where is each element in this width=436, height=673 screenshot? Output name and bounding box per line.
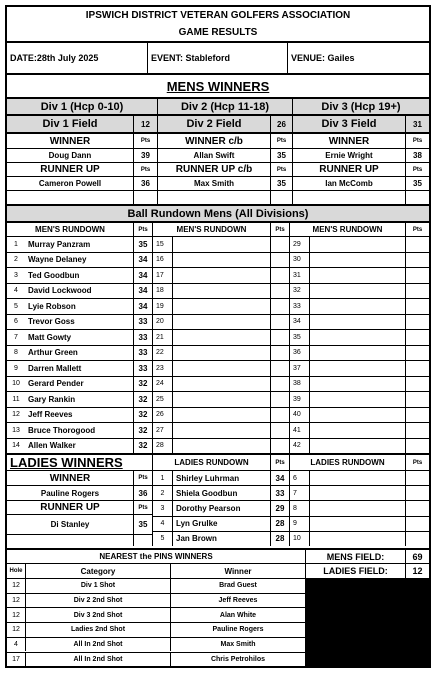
rundown-player-pts: 32 — [133, 439, 152, 454]
blank-cell — [7, 191, 133, 204]
ladies-rundown-pts: 34 — [270, 470, 289, 485]
rundown-player-pts — [405, 392, 429, 407]
rundown-position: 31 — [289, 268, 309, 283]
results-sheet — [5, 5, 431, 668]
rundown-player-name: Wayne Delaney — [28, 255, 87, 265]
rundown-player-name — [172, 361, 270, 376]
div2-runner-name: Max Smith — [157, 177, 270, 190]
div2-runner-pts-label: Pts — [270, 163, 292, 176]
rundown-player-pts — [270, 423, 289, 438]
ladies-runner-label: RUNNER UP — [7, 500, 133, 514]
div1-winner-name: Doug Dann — [48, 151, 92, 160]
div1-runner-name: Cameron Powell — [38, 179, 102, 188]
ladies-rundown-position: 7 — [289, 485, 309, 500]
ladies-rundown-position: 8 — [289, 500, 309, 515]
rundown-player-name — [309, 284, 405, 299]
rundown-position: 24 — [152, 377, 172, 392]
rundown-player-name — [172, 346, 270, 361]
rundown-player-pts — [270, 284, 289, 299]
rundown-player-pts — [405, 361, 429, 376]
pins-row — [7, 578, 305, 593]
rundown-position: 13 — [12, 426, 20, 434]
rundown-player-pts — [405, 423, 429, 438]
ladies-rundown-label: LADIES RUNDOWN — [152, 455, 270, 470]
rundown-player-name — [309, 299, 405, 314]
ladies-rundown-pts: 33 — [270, 485, 289, 500]
rundown-player-pts — [405, 346, 429, 361]
blank-cell — [133, 534, 152, 546]
ladies-winner-pts: 36 — [133, 485, 152, 500]
ladies-runner-label-row — [7, 500, 429, 514]
page-subtitle: GAME RESULTS — [178, 26, 258, 38]
ladies-runner-pts: 35 — [133, 514, 152, 534]
ladies-winner-label: WINNER — [7, 470, 133, 485]
ladies-rundown-position: 4 — [152, 516, 172, 531]
rundown-col1-pts-label: Pts — [133, 223, 152, 236]
rundown-player-pts — [270, 253, 289, 268]
rundown-row — [7, 283, 429, 299]
ladies-field-label: LADIES FIELD: — [305, 564, 405, 578]
rundown-player-pts — [270, 330, 289, 345]
rundown-player-pts: 32 — [133, 408, 152, 423]
date-field: DATE:28th July 2025 — [10, 53, 99, 63]
rundown-player-name: Jeff Reeves — [28, 410, 73, 420]
div3-winner-name: Ernie Wright — [292, 149, 405, 162]
rundown-heading: Ball Rundown Mens (All Divisions) — [127, 207, 309, 220]
rundown-player-name — [172, 392, 270, 407]
rundown-position: 39 — [289, 392, 309, 407]
rundown-player-pts: 35 — [133, 237, 152, 252]
blacked-out-block — [305, 578, 430, 667]
rundown-position: 14 — [12, 442, 20, 450]
rundown-position: 17 — [152, 268, 172, 283]
rundown-player-name: Bruce Thorogood — [28, 425, 96, 435]
rundown-player-pts — [270, 237, 289, 252]
div2-pts-label: Pts — [270, 134, 292, 148]
pins-winner: Chris Petrohilos — [170, 653, 305, 667]
rundown-player-name — [309, 237, 405, 252]
rundown-player-pts: 34 — [133, 284, 152, 299]
rundown-position: 10 — [12, 380, 20, 388]
ladies-runner-name-row — [7, 514, 429, 546]
winner-names-row — [7, 148, 429, 162]
rundown-row — [7, 422, 429, 438]
mens-winners-heading-row — [7, 73, 429, 97]
rundown-player-name: Matt Gowty — [28, 332, 72, 342]
subtitle-row — [7, 23, 429, 41]
ladies-rundown2-pts-label: Pts — [405, 455, 429, 470]
rundown-row — [7, 298, 429, 314]
div3-runner-pts-label: Pts — [405, 163, 429, 176]
pins-header-row — [7, 563, 429, 578]
info-row — [7, 41, 429, 73]
rundown-row — [7, 252, 429, 268]
rundown-player-pts — [270, 408, 289, 423]
rundown-player-pts — [405, 408, 429, 423]
rundown-player-pts: 33 — [133, 346, 152, 361]
rundown-row — [7, 345, 429, 361]
div1-title: Div 1 (Hcp 0-10) — [40, 100, 124, 113]
pins-winner: Alan White — [170, 608, 305, 622]
rundown-player-pts: 34 — [133, 253, 152, 268]
rundown-player-name — [309, 408, 405, 423]
pins-category: Ladies 2nd Shot — [25, 623, 170, 637]
rundown-player-pts — [270, 299, 289, 314]
rundown-player-pts — [270, 392, 289, 407]
rundown-position: 5 — [14, 302, 18, 310]
rundown-player-pts — [270, 377, 289, 392]
div1-runner-pts: 36 — [133, 177, 157, 190]
rundown-player-name — [309, 361, 405, 376]
rundown-player-name — [309, 330, 405, 345]
rundown-position: 30 — [289, 253, 309, 268]
pins-row — [7, 607, 305, 622]
rundown-position: 36 — [289, 346, 309, 361]
ladies-rundown-name: Dorothy Pearson — [172, 500, 270, 515]
div3-title: Div 3 (Hcp 19+) — [292, 99, 429, 114]
ladies-rundown-position: 6 — [289, 470, 309, 485]
div3-winner-pts: 38 — [405, 149, 429, 162]
rundown-player-name — [172, 299, 270, 314]
ladies-winner-label-row — [7, 470, 429, 485]
rundown-position: 20 — [152, 315, 172, 330]
rundown-col1-label: MEN'S RUNDOWN — [35, 225, 105, 234]
runner-label-row — [7, 162, 429, 176]
pins-heading-row — [7, 548, 429, 563]
ladies-rundown-position: 10 — [289, 531, 309, 546]
rundown-player-name — [309, 268, 405, 283]
pins-winner: Max Smith — [170, 638, 305, 652]
rundown-row — [7, 391, 429, 407]
rundown-position: 9 — [14, 364, 18, 372]
div3-pts-label: Pts — [405, 134, 429, 148]
rundown-player-name — [172, 237, 270, 252]
rundown-player-name — [172, 377, 270, 392]
rundown-player-name: Murray Panzram — [28, 239, 91, 249]
mens-winners-blank-row — [7, 190, 429, 204]
rundown-player-name — [309, 315, 405, 330]
rundown-player-pts — [405, 377, 429, 392]
rundown-position: 7 — [14, 333, 18, 341]
rundown-position: 16 — [152, 253, 172, 268]
ladies-rundown-name: Lyn Grulke — [172, 516, 270, 531]
rundown-row — [7, 267, 429, 283]
pins-winner-label: Winner — [170, 564, 305, 578]
rundown-position: 25 — [152, 392, 172, 407]
ladies-rundown-pts-label: Pts — [270, 455, 289, 470]
div2-runner-pts: 35 — [270, 177, 292, 190]
div2-runner-label: RUNNER UP c/b — [157, 163, 270, 176]
rundown-position: 23 — [152, 361, 172, 376]
rundown-position: 28 — [152, 439, 172, 454]
pins-hole: 12 — [12, 611, 20, 619]
rundown-position: 37 — [289, 361, 309, 376]
div3-winner-label: WINNER — [292, 134, 405, 148]
rundown-player-name — [172, 439, 270, 454]
rundown-position: 27 — [152, 423, 172, 438]
rundown-row — [7, 407, 429, 423]
pins-hole: 12 — [12, 582, 20, 590]
rundown-player-pts — [405, 439, 429, 454]
rundown-player-name: Arthur Green — [28, 348, 78, 358]
rundown-player-pts — [270, 315, 289, 330]
mens-field-count: 69 — [405, 550, 429, 563]
rundown-position: 38 — [289, 377, 309, 392]
ladies-runner-name: Di Stanley — [7, 514, 133, 534]
ladies-rundown-position: 1 — [152, 470, 172, 485]
rundown-player-pts: 33 — [133, 330, 152, 345]
rundown-position: 2 — [14, 256, 18, 264]
rundown-position: 19 — [152, 299, 172, 314]
pins-category: All In 2nd Shot — [25, 638, 170, 652]
rundown-player-name — [172, 284, 270, 299]
rundown-player-name: David Lockwood — [28, 286, 92, 296]
rundown-position: 34 — [289, 315, 309, 330]
pins-hole: 4 — [14, 641, 18, 649]
rundown-position: 12 — [12, 411, 20, 419]
rundown-position: 18 — [152, 284, 172, 299]
blank-cell — [133, 191, 157, 204]
rundown-player-name: Gerard Pender — [28, 379, 84, 389]
div3-field-count: 31 — [405, 116, 429, 132]
pins-winner: Pauline Rogers — [170, 623, 305, 637]
rundown-player-name — [172, 408, 270, 423]
rundown-player-pts — [405, 253, 429, 268]
div1-pts-label: Pts — [133, 134, 157, 148]
rundown-col3-label: MEN'S RUNDOWN — [289, 223, 405, 236]
rundown-row — [7, 376, 429, 392]
rundown-player-name — [309, 423, 405, 438]
rundown-player-pts: 33 — [133, 361, 152, 376]
ladies-winner-pts-label: Pts — [133, 470, 152, 485]
rundown-player-name — [309, 392, 405, 407]
rundown-player-name: Darren Mallett — [28, 363, 82, 373]
rundown-position: 29 — [289, 237, 309, 252]
pins-category: All In 2nd Shot — [25, 653, 170, 667]
rundown-player-name — [309, 439, 405, 454]
pins-hole-label: Hole — [9, 568, 23, 574]
pins-row — [7, 637, 305, 652]
page-title: IPSWICH DISTRICT VETERAN GOLFERS ASSOCIATION — [85, 9, 351, 21]
div3-runner-pts: 35 — [405, 177, 429, 190]
ladies-rundown-name: Jan Brown — [172, 531, 270, 546]
rundown-row — [7, 360, 429, 376]
div1-runner-pts-label: Pts — [133, 163, 157, 176]
rundown-player-pts — [405, 299, 429, 314]
pins-hole: 17 — [12, 655, 20, 663]
division-field-row — [7, 114, 429, 132]
pins-winner: Brad Guest — [170, 579, 305, 593]
rundown-player-name — [309, 253, 405, 268]
ladies-rundown-position: 5 — [152, 531, 172, 546]
div3-runner-name: Ian McComb — [292, 177, 405, 190]
rundown-col2-pts-label: Pts — [270, 223, 289, 236]
ladies-rundown-pts: 29 — [270, 500, 289, 515]
pins-row — [7, 593, 305, 608]
rundown-player-pts: 32 — [133, 423, 152, 438]
rundown-player-pts — [405, 268, 429, 283]
div2-title: Div 2 (Hcp 11-18) — [157, 99, 292, 114]
event-field: EVENT: Stableford — [147, 43, 287, 73]
rundown-heading-row — [7, 204, 429, 221]
ladies-rundown-position: 2 — [152, 485, 172, 500]
pins-category-label: Category — [25, 564, 170, 578]
pins-hole: 12 — [12, 626, 20, 634]
rundown-player-name — [172, 253, 270, 268]
ladies-rundown-pts: 28 — [270, 516, 289, 531]
ladies-rundown-name: Shirley Luhrman — [172, 470, 270, 485]
rundown-position: 6 — [14, 318, 18, 326]
rundown-player-pts: 34 — [133, 299, 152, 314]
div2-winner-label: WINNER c/b — [157, 134, 270, 148]
rundown-player-name — [172, 268, 270, 283]
rundown-player-name — [172, 330, 270, 345]
rundown-position: 41 — [289, 423, 309, 438]
rundown-position: 22 — [152, 346, 172, 361]
ladies-rundown-position: 3 — [152, 500, 172, 515]
rundown-player-name: Trevor Goss — [28, 317, 75, 327]
title-row — [7, 7, 429, 23]
rundown-position: 21 — [152, 330, 172, 345]
rundown-player-pts: 33 — [133, 315, 152, 330]
rundown-player-pts — [405, 330, 429, 345]
rundown-player-name — [172, 423, 270, 438]
pins-category: Div 2 2nd Shot — [25, 594, 170, 608]
runner-names-row — [7, 176, 429, 190]
rundown-row — [7, 438, 429, 454]
div3-runner-label: RUNNER UP — [292, 163, 405, 176]
pins-heading: NEAREST the PINS WINNERS — [99, 552, 213, 561]
blank-cell — [405, 191, 429, 204]
rundown-player-name — [309, 346, 405, 361]
rundown-position: 1 — [14, 240, 18, 248]
venue-field: VENUE: Gailes — [287, 43, 429, 73]
pins-winner: Jeff Reeves — [170, 594, 305, 608]
winner-label-row — [7, 132, 429, 148]
rundown-col2-label: MEN'S RUNDOWN — [152, 223, 270, 236]
div1-winner-pts: 39 — [133, 149, 157, 162]
div3-field-label: Div 3 Field — [292, 116, 405, 132]
rundown-position: 33 — [289, 299, 309, 314]
div1-runner-label: RUNNER UP — [40, 164, 100, 175]
ladies-rundown-pts: 28 — [270, 531, 289, 546]
rundown-position: 40 — [289, 408, 309, 423]
pins-row — [7, 652, 305, 667]
rundown-position: 4 — [14, 287, 18, 295]
division-titles-row — [7, 97, 429, 114]
rundown-position: 3 — [14, 271, 18, 279]
pins-category: Div 1 Shot — [25, 579, 170, 593]
rundown-player-pts: 34 — [133, 268, 152, 283]
pins-hole: 12 — [12, 597, 20, 605]
rundown-col3-pts-label: Pts — [405, 223, 429, 236]
rundown-player-pts — [405, 315, 429, 330]
rundown-player-pts — [270, 346, 289, 361]
rundown-player-pts: 32 — [133, 392, 152, 407]
div2-field-label: Div 2 Field — [157, 116, 270, 132]
rundown-position: 42 — [289, 439, 309, 454]
rundown-player-name: Allen Walker — [28, 441, 76, 451]
rundown-player-pts — [405, 284, 429, 299]
ladies-winner-name-row — [7, 485, 429, 500]
div2-winner-name: Allan Swift — [157, 149, 270, 162]
rundown-player-name: Lyie Robson — [28, 301, 76, 311]
rundown-player-name: Ted Goodbun — [28, 270, 80, 280]
rundown-position: 15 — [152, 237, 172, 252]
rundown-position: 26 — [152, 408, 172, 423]
div2-field-count: 26 — [270, 116, 292, 132]
rundown-player-name — [172, 315, 270, 330]
blank-cell — [292, 191, 405, 204]
blank-cell — [7, 534, 133, 546]
rundown-row — [7, 236, 429, 252]
rundown-position: 35 — [289, 330, 309, 345]
rundown-position: 32 — [289, 284, 309, 299]
rundown-position: 8 — [14, 349, 18, 357]
mens-winners-heading: MENS WINNERS — [166, 78, 270, 94]
ladies-rundown-position: 9 — [289, 516, 309, 531]
div1-field-count: 12 — [133, 116, 157, 132]
rundown-player-pts — [270, 439, 289, 454]
rundown-player-name — [309, 377, 405, 392]
ladies-runner-pts-label: Pts — [133, 500, 152, 514]
blank-cell — [270, 191, 292, 204]
div1-winner-label: WINNER — [49, 135, 91, 147]
rundown-player-name: Gary Rankin — [28, 394, 76, 404]
div2-winner-pts: 35 — [270, 149, 292, 162]
rundown-row — [7, 329, 429, 345]
ladies-rundown-name: Shiela Goodbun — [172, 485, 270, 500]
ladies-field-count: 12 — [405, 564, 429, 578]
ladies-winner-name: Pauline Rogers — [7, 485, 133, 500]
blank-cell — [157, 191, 270, 204]
rundown-position: 11 — [12, 395, 20, 403]
rundown-row — [7, 314, 429, 330]
ladies-winners-heading: LADIES WINNERS — [10, 455, 123, 470]
ladies-header-row — [7, 453, 429, 470]
mens-field-label: MENS FIELD: — [305, 550, 405, 563]
div1-field-label: Div 1 Field — [42, 118, 98, 130]
pins-category: Div 3 2nd Shot — [25, 608, 170, 622]
rundown-player-pts: 32 — [133, 377, 152, 392]
ladies-rundown2-label: LADIES RUNDOWN — [289, 455, 405, 470]
rundown-player-pts — [405, 237, 429, 252]
rundown-player-pts — [270, 361, 289, 376]
rundown-player-pts — [270, 268, 289, 283]
rundown-header-row — [7, 221, 429, 236]
pins-row — [7, 622, 305, 637]
